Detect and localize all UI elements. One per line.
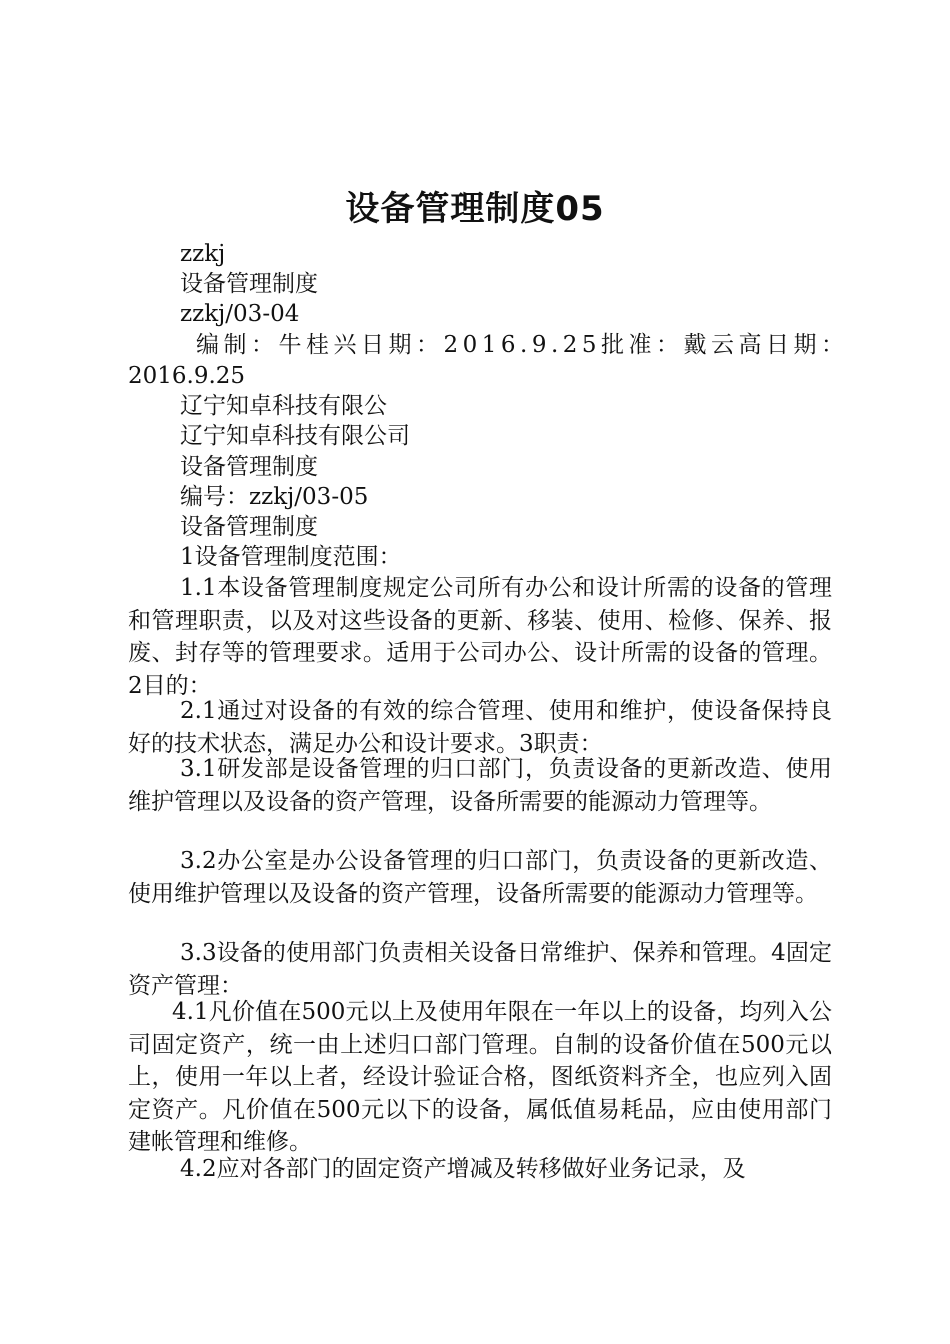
paragraph-4-1: 4.1凡价值在500元以上及使用年限在一年以上的设备，均列入公司固定资产，统一由上述归口部门管理。自制的设备价值在500元以上，使用一年以上者，经设计验证合格，图纸资料齐全，也应列入固定资产。凡价值在500元以下的设备，属低值易耗品，应由使用部门建帐管理和维修。 [128, 999, 832, 1155]
company-name: 辽宁知卓科技有限公司 [180, 423, 410, 449]
document-title: 设备管理制度05 [345, 189, 605, 229]
paragraph-1-1: 1.1本设备管理制度规定公司所有办公和设计所需的设备的管理和管理职责，以及对这些设备的更新、移装、使用、检修、保养、报废、封存等的管理要求。适用于公司办公、设计所需的设备的管理。2目的： [128, 575, 832, 699]
doc-number: 编号：zzkj/03-05 [180, 484, 369, 510]
approval-date: 2016.9.25 [128, 363, 246, 389]
doc-name-3: 设备管理制度 [180, 514, 318, 540]
paragraph-4-2: 4.2应对各部门的固定资产增减及转移做好业务记录，及 [180, 1156, 746, 1182]
paragraph-3-3: 3.3设备的使用部门负责相关设备日常维护、保养和管理。4固定资产管理： [128, 940, 832, 999]
paragraph-2-1: 2.1通过对设备的有效的综合管理、使用和维护，使设备保持良好的技术状态，满足办公和设计要求。3职责： [128, 698, 832, 757]
doc-name: 设备管理制度 [180, 271, 318, 297]
company-name-truncated: 辽宁知卓科技有限公 [180, 393, 387, 419]
company-code: zzkj [180, 241, 226, 267]
doc-number-old: zzkj/03-04 [180, 301, 300, 327]
section-1-heading: 1设备管理制度范围： [180, 544, 402, 570]
paragraph-3-1: 3.1研发部是设备管理的归口部门，负责设备的更新改造、使用维护管理以及设备的资产管理，设备所需要的能源动力管理等。 [128, 756, 832, 815]
paragraph-3-2: 3.2办公室是办公设备管理的归口部门，负责设备的更新改造、使用维护管理以及设备的资产管理，设备所需要的能源动力管理等。 [128, 848, 832, 907]
approval-line: 编制：牛桂兴日期：2016.9.25批准：戴云高日期： [196, 332, 849, 358]
doc-name-2: 设备管理制度 [180, 454, 318, 480]
